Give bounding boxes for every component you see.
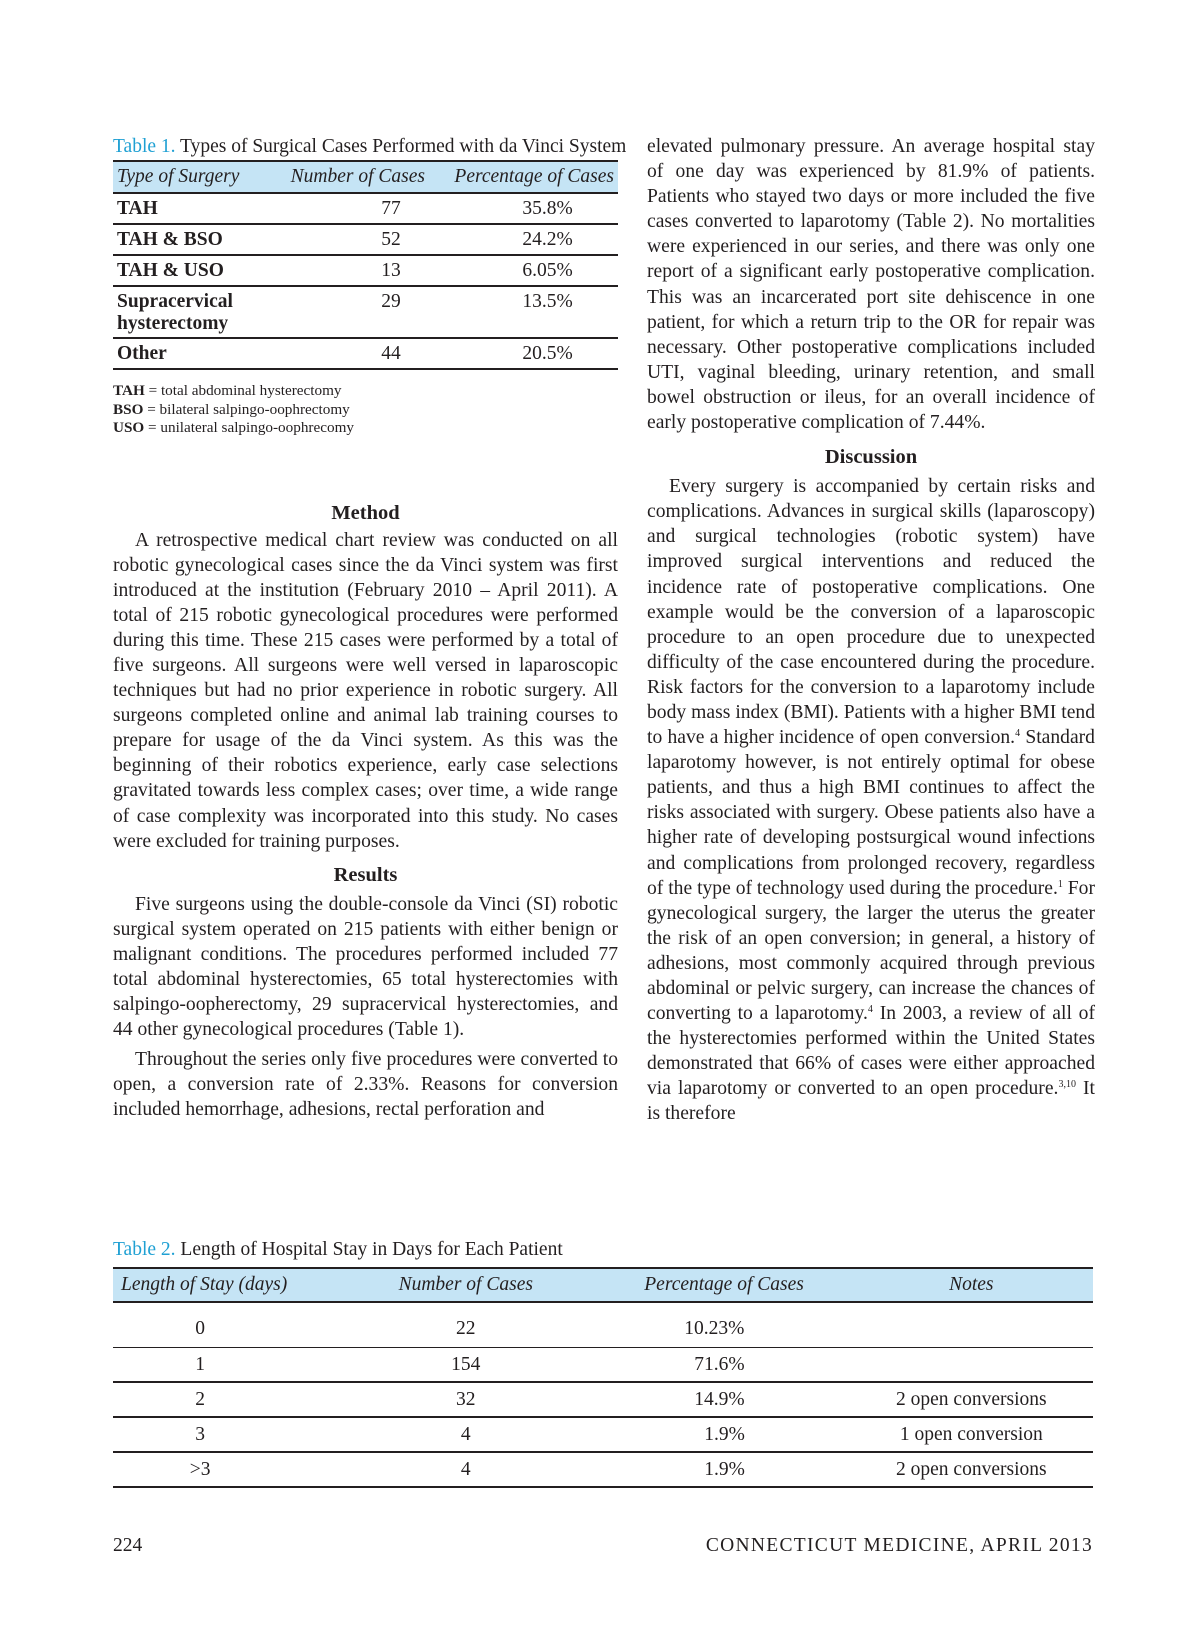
table2-cell-notes: 1 open conversion <box>899 1423 1043 1445</box>
table2-cell-percent: 71.6% <box>694 1353 745 1375</box>
table1 <box>113 160 618 370</box>
table1-cell-percent: 6.05% <box>522 260 573 281</box>
results-paragraph-1: Five surgeons using the double-console da Vinci (SI) robotic surgical system operated on 215 patients with either benign or malignant conditions. The procedures performed included 77 total abdominal hysterectomies, 65 total hysterectomies with salpingo-oopherectomy, 29 supracervical hysterectomies, and 44 other gynecological procedures (Table 1). <box>113 893 618 1041</box>
table1-header-number: Number of Cases <box>283 161 433 193</box>
table2-cell-number: 22 <box>456 1318 476 1339</box>
table2-cell-percent: 10.23% <box>684 1318 745 1339</box>
table-row <box>113 1302 1093 1348</box>
results-continuation: elevated pulmonary pressure. An average hospital stay of one day was experienced by 81.9% of patients. Patients who stayed two days or more included the five cases converted to laparotomy (Table 2). No mortalities were experienced in our series, and there was only one report of a significant early postoperative complication. This was an incarcerated port site dehiscence in one patient, for which a return trip to the OR for repair was necessary. Other postoperative complications included UTI, vaginal bleeding, urinary retention, and small bowel obstruction or ileus, for an overall incidence of early postoperative complication of 7.44%. <box>647 136 1095 434</box>
abbreviation-term: TAH <box>113 382 145 399</box>
table2-cell-percent: 14.9% <box>694 1388 745 1410</box>
table1-cell-percent: 24.2% <box>522 229 573 250</box>
table2-cell-number: 32 <box>456 1388 476 1410</box>
abbreviation-line <box>113 401 618 420</box>
table-row <box>113 1348 1093 1383</box>
table2-cell-days: >3 <box>189 1458 211 1480</box>
table1-cell-type: TAH <box>117 198 158 219</box>
table1-cell-number: 77 <box>381 198 401 219</box>
table1-header-percent: Percentage of Cases <box>433 161 618 193</box>
table1-header-row <box>113 161 618 193</box>
discussion-text: It is therefore <box>647 1078 1095 1125</box>
abbreviation-definition: = unilateral salpingo-oophrecomy <box>144 419 354 436</box>
table2 <box>113 1267 1093 1488</box>
reference-superscript: 4 <box>867 1004 873 1016</box>
table-row <box>113 193 618 224</box>
table2-cell-days: 0 <box>195 1318 205 1339</box>
results-heading: Results <box>333 863 398 886</box>
abbreviation-definition: = bilateral salpingo-oophrectomy <box>143 400 350 418</box>
abbreviation-term: USO <box>113 419 145 436</box>
table2-cell-days: 3 <box>195 1423 205 1445</box>
results-paragraph-2: Throughout the series only five procedures were converted to open, a conversion rate of 2.33%. Reasons for conversion included hemorrhage, adhesions, rectal perforation and <box>113 1049 618 1121</box>
table2-cell-percent: 1.9% <box>704 1458 745 1480</box>
discussion-text: Every surgery is accompanied by certain risks and complications. Advances in surgical skills (laparoscopy) and surgical technologies (robotic system) have improved surgical interventions and reduced the incidence rate of postoperative complications. One example would be the conversion of a laparoscopic procedure to an open procedure due to unexpected difficulty of the case encountered during the procedure. Risk factors for the conversion to a laparotomy include body mass index (BMI). Patients with a higher BMI tend to have a higher incidence of open conversion. <box>647 476 1095 749</box>
table1-cell-type: Other <box>117 343 167 364</box>
table2-header-row <box>113 1268 1093 1302</box>
table1-cell-type: TAH & USO <box>117 260 224 281</box>
table1-cell-number: 13 <box>381 260 401 281</box>
table1-header-type: Type of Surgery <box>113 161 283 193</box>
table2-caption-number: Table 2. <box>113 1239 176 1260</box>
table2-cell-notes: 2 open conversions <box>896 1388 1047 1410</box>
table1-cell-number: 44 <box>381 343 401 364</box>
table2-cell-notes <box>850 1348 1093 1383</box>
discussion-paragraph <box>647 474 1095 1126</box>
method-heading: Method <box>331 501 400 524</box>
discussion-heading: Discussion <box>824 446 918 469</box>
table2-cell-number: 4 <box>460 1423 471 1445</box>
table2-cell-days: 2 <box>195 1388 205 1410</box>
table2-header-notes: Notes <box>850 1268 1093 1302</box>
journal-name: CONNECTICUT MEDICINE, APRIL 2013 <box>705 1535 1093 1556</box>
table2-cell-number: 4 <box>460 1458 471 1480</box>
abbreviation-term: BSO <box>113 400 144 418</box>
table1-caption-text: Types of Surgical Cases Performed with da Vinci System <box>175 136 627 157</box>
table1-caption-number: Table 1. <box>113 136 176 157</box>
table2-header-percent: Percentage of Cases <box>644 1268 849 1302</box>
table-row <box>113 338 618 369</box>
left-column <box>113 134 627 1123</box>
reference-superscript: 4 <box>1015 728 1021 740</box>
discussion-text: For gynecological surgery, the larger the uterus the greater the risk of an open conversion; in general, a history of adhesions, most commonly acquired through previous abdominal or pelvic surgery, can increase the chances of converting to a laparotomy. <box>647 877 1095 1025</box>
table2-caption-text: Length of Hospital Stay in Days for Each Patient <box>175 1239 563 1260</box>
table2-caption <box>113 1237 1093 1262</box>
table-row <box>113 1452 1093 1487</box>
table-row <box>113 1417 1093 1452</box>
table-row <box>113 255 618 286</box>
table1-cell-percent: 20.5% <box>522 343 573 364</box>
table2-cell-days: 1 <box>195 1353 205 1375</box>
table-row <box>113 224 618 255</box>
table1-cell-type-line1: Supracervical <box>117 291 233 312</box>
discussion-text: Standard laparotomy however, is not entirely optimal for obese patients, and thus a high BMI continues to affect the risks associated with surgery. Obese patients also have a higher rate of developing postsurgical wound infections and complications from prolonged recovery, regardless of the type of technology used during the procedure. <box>647 727 1095 899</box>
table1-caption <box>113 134 627 159</box>
discussion-text: In 2003, a review of all of the hysterectomies performed within the United States demonstrated that 66% of cases were either approached via laparotomy or converted to an open procedure. <box>647 1003 1095 1100</box>
table1-cell-number: 29 <box>381 291 401 312</box>
abbreviation-definition: = total abdominal hysterectomy <box>144 382 342 399</box>
table2-header-days: Length of Stay (days) <box>113 1268 287 1302</box>
table2-header-number: Number of Cases <box>287 1268 644 1302</box>
table1-cell-type-line2: hysterectomy <box>117 313 229 334</box>
method-paragraph: A retrospective medical chart review was conducted on all robotic gynecological cases since the da Vinci system was first introduced at the institution (February 2010 – April 2011). A total of 215 robotic gynecological procedures were performed during this time. These 215 cases were performed by a total of five surgeons. All surgeons were well versed in laparoscopic techniques but had no prior experience in robotic surgery. All surgeons completed online and animal lab training courses to prepare for usage of the da Vinci system. As this was the beginning of their robotics experience, early case selections gravitated towards less complex cases; over time, a wide range of case complexity was incorporated into this study. No cases were excluded for training purposes. <box>113 529 618 852</box>
table2-cell-number: 154 <box>451 1353 481 1375</box>
right-column <box>647 134 1095 1127</box>
table1-cell-type <box>113 286 283 338</box>
table1-cell-number: 52 <box>381 229 401 250</box>
reference-superscript: 3,10 <box>1058 1079 1076 1091</box>
table2-cell-notes <box>850 1302 1093 1348</box>
page-number: 224 <box>113 1535 143 1556</box>
table1-cell-percent: 13.5% <box>522 291 573 312</box>
abbreviation-line <box>113 382 618 401</box>
table2-cell-percent: 1.9% <box>704 1423 745 1445</box>
table1-abbreviations <box>113 382 618 438</box>
table1-cell-percent: 35.8% <box>522 198 573 219</box>
table1-cell-type: TAH & BSO <box>117 229 223 250</box>
table2-cell-notes: 2 open conversions <box>896 1458 1047 1480</box>
reference-superscript: 1 <box>1057 878 1063 890</box>
abbreviation-line <box>113 419 618 438</box>
table-row <box>113 1382 1093 1417</box>
table2-block <box>113 1237 1093 1488</box>
table-row <box>113 286 618 338</box>
